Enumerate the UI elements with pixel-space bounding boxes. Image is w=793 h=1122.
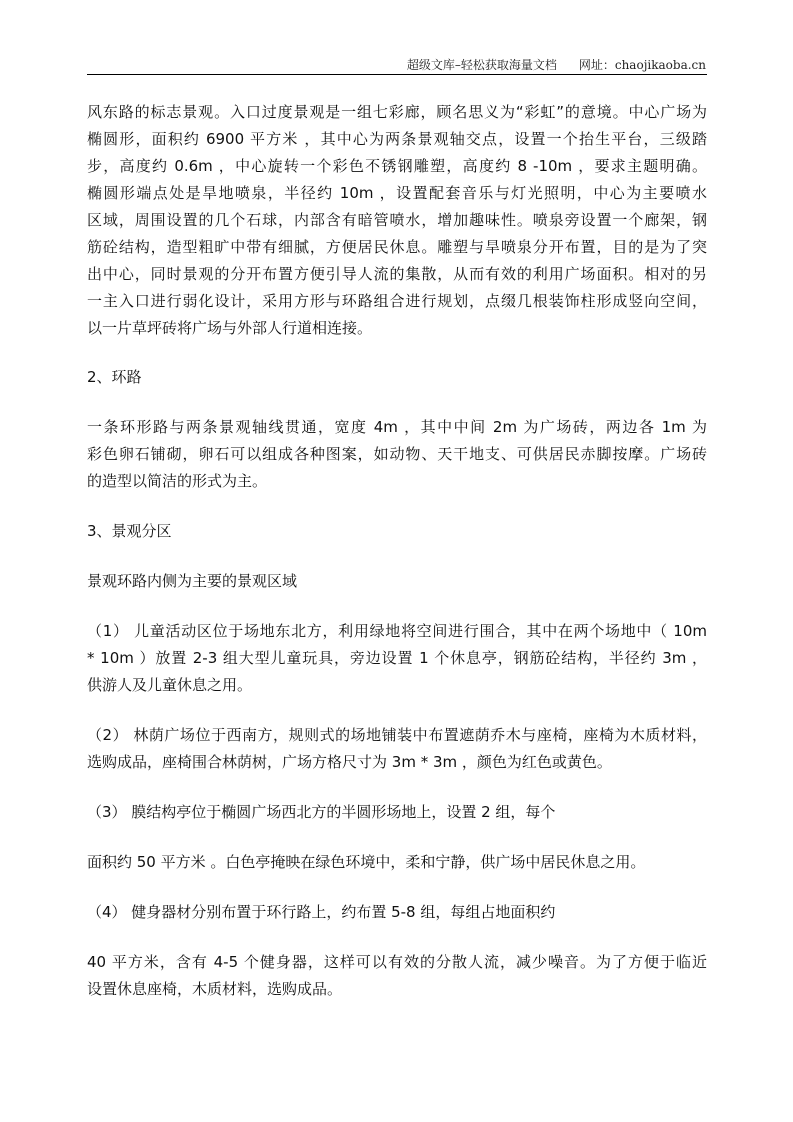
text-line: 筋砼结构，造型粗旷中带有细腻，方便居民休息。雕塑与旱喷泉分开布置，目的是为了突	[87, 238, 707, 256]
text-line: 供游人及儿童休息之用。	[87, 676, 253, 694]
text-line: 一主入口进行弱化设计，采用方形与环路组合进行规划，点缀几根装饰柱形成竖向空间，	[87, 292, 707, 310]
header-rule	[87, 74, 707, 75]
text-line: 景观环路内侧为主要的景观区域	[87, 572, 298, 590]
text-line: （1） 儿童活动区位于场地东北方，利用绿地将空间进行围合，其中在两个场地中（ 10m	[87, 622, 707, 640]
text-line: 选购成品，座椅围合林荫树，广场方格尺寸为 3m * 3m ，颜色为红色或黄色。	[87, 753, 612, 771]
text-line: 的造型以简洁的形式为主。	[87, 472, 268, 490]
text-line: 风东路的标志景观。入口过度景观是一组七彩廊，顾名思义为“彩虹”的意境。中心广场为	[87, 103, 707, 121]
text-line: 椭圆形，面积约 6900 平方米 ，其中心为两条景观轴交点，设置一个抬生平台，三级踏	[87, 130, 707, 148]
text-line: 椭圆形端点处是旱地喷泉，半径约 10m ，设置配套音乐与灯光照明，中心为主要喷水	[87, 184, 707, 202]
text-line: （3） 膜结构亭位于椭圆广场西北方的半圆形场地上，设置 2 组，每个	[87, 803, 556, 821]
text-line: 区域，周围设置的几个石球，内部含有暗管喷水，增加趣味性。喷泉旁设置一个廊架，钢	[87, 211, 707, 229]
text-line: 一条环形路与两条景观轴线贯通，宽度 4m ，其中中间 2m 为广场砖，两边各 1m 为	[87, 418, 707, 436]
section-heading-ring-road: 2、环路	[87, 368, 142, 386]
text-line: 出中心，同时景观的分开布置方便引导人流的集散，从而有效的利用广场面积。相对的另	[87, 265, 707, 283]
text-line: 步，高度约 0.6m ，中心旋转一个彩色不锈钢雕塑，高度约 8 -10m ，要求主题明确。	[87, 157, 707, 175]
text-line: 以一片草坪砖将广场与外部人行道相连接。	[87, 319, 373, 337]
text-line: 彩色卵石铺砌，卵石可以组成各种图案，如动物、天干地支、可供居民赤脚按摩。广场砖	[87, 445, 707, 463]
text-line: 面积约 50 平方米 。白色亭掩映在绿色环境中，柔和宁静，供广场中居民休息之用。	[87, 853, 646, 871]
text-line: * 10m ）放置 2-3 组大型儿童玩具，旁边设置 1 个休息亭，钢筋砼结构，半径约 3m ，	[87, 649, 707, 667]
text-line: （2） 林荫广场位于西南方，规则式的场地铺装中布置遮荫乔木与座椅，座椅为木质材料，	[87, 726, 707, 744]
page-header	[87, 56, 706, 74]
text-line: 设置休息座椅，木质材料，选购成品。	[87, 980, 343, 998]
text-line: 40 平方米，含有 4-5 个健身器，这样可以有效的分散人流，减少噪音。为了方便于临近	[87, 953, 707, 971]
header-site-name: 超级文库–轻松获取海量文档	[406, 58, 557, 72]
header-url: 网址：chaojikaoba.cn	[578, 58, 706, 72]
text-line: （4） 健身器材分别布置于环行路上，约布置 5-8 组，每组占地面积约	[87, 903, 556, 921]
section-heading-zones: 3、景观分区	[87, 522, 172, 540]
